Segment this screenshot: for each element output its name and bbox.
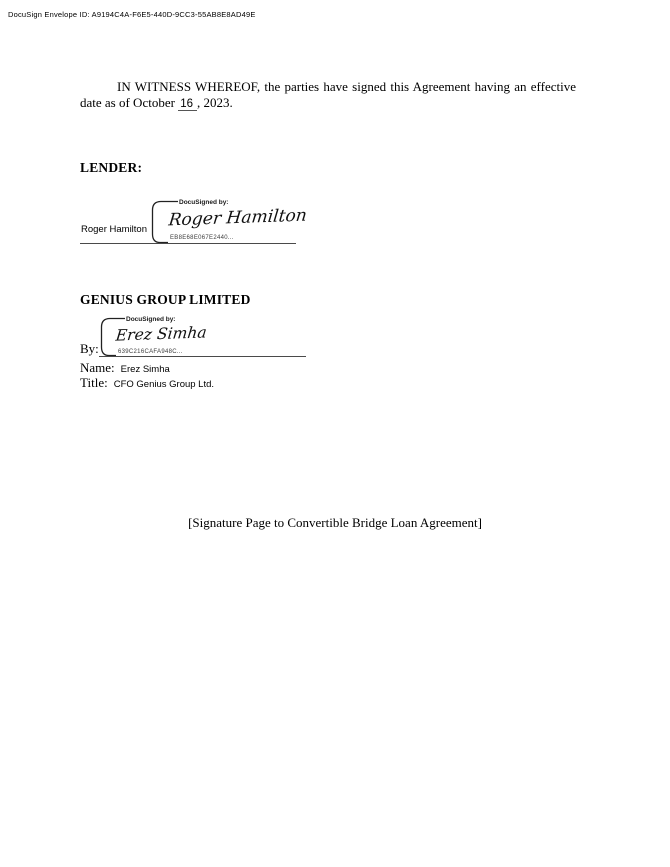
company-heading: GENIUS GROUP LIMITED [80,292,251,307]
effective-date-field: 16 [178,98,197,111]
company-signature-script: Erez Simha [114,323,208,345]
docusigned-by-label: DocuSigned by: [126,316,176,323]
lender-heading: LENDER: [80,160,143,175]
company-signature-id: 639C216CAFA948C... [118,349,183,355]
by-label: By: [80,341,99,356]
lender-signature-script: Roger Hamilton [167,205,308,231]
docusigned-by-label: DocuSigned by: [179,199,229,206]
name-value: Erez Simha [120,364,170,375]
name-label: Name: [80,360,115,375]
lender-signature-id: EB8E68E067E2440... [170,235,234,241]
title-label: Title: [80,375,108,390]
lender-signature-stamp [149,199,308,245]
witness-text-before: IN WITNESS WHEREOF, the parties have signed this Agreement having an effective date as of October [80,79,576,110]
signature-page-footnote: [Signature Page to Convertible Bridge Loan Agreement] [188,515,482,530]
lender-printed-name: Roger Hamilton [81,224,147,235]
witness-text-after: , 2023. [196,94,233,110]
docusign-envelope-id: DocuSign Envelope ID: A9194C4A-F6E5-440D-9CC3-55AB8E8AD49E [8,10,256,19]
witness-paragraph [80,79,576,112]
title-row [80,375,214,391]
lender-signature-line [80,243,296,244]
company-signature-stamp [98,316,248,358]
company-signature-line [99,356,306,357]
by-row [80,341,99,357]
title-value: CFO Genius Group Ltd. [113,379,215,390]
name-row [80,360,170,376]
